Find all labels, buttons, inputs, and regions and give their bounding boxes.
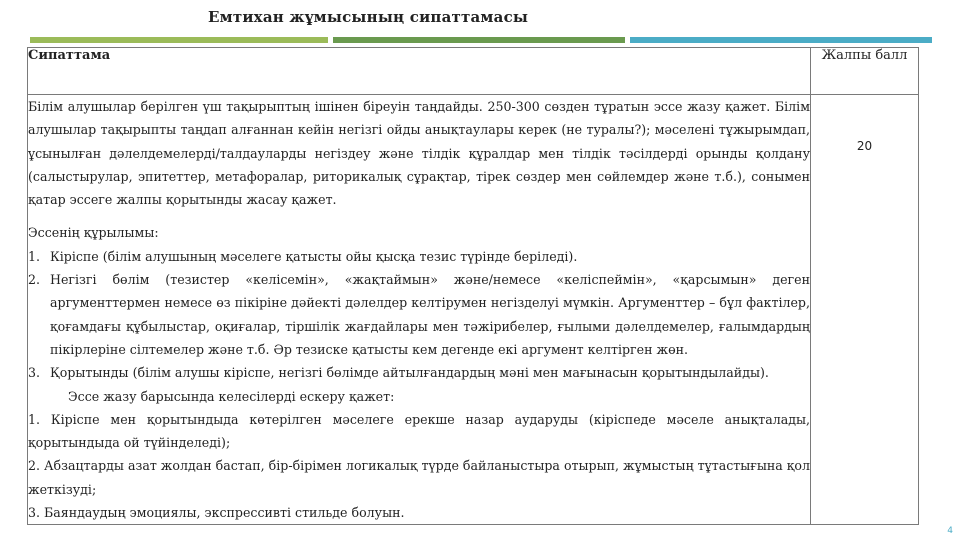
score-cell — [811, 95, 919, 525]
note-item: 3. Баяндаудың эмоциялы, экспрессивті стильде болуын. — [28, 505, 405, 521]
score-value: 20 — [856, 139, 873, 153]
structure-list — [28, 245, 810, 385]
list-item: 3. Қорытынды (білім алушы кіріспе, негізгі бөлімде айтылғандардың мәні мен мағынасын қорытындылайды). — [28, 365, 769, 381]
accent-bar-green — [30, 37, 328, 43]
table-body-row — [28, 95, 919, 525]
structure-heading: Эссенің құрылымы: — [28, 225, 159, 241]
list-item: 1. Кіріспе (білім алушының мәселеге қатысты ойы қысқа тезис түрінде беріледі). — [28, 248, 578, 264]
note-item: 1. Кіріспе мен қорытындыда көтерілген мәселеге ерекше назар аударуды (кіріспеде мәселе анықталады, қорытындыда ой түйінделеді); — [28, 411, 810, 451]
accent-bar-dark-green — [333, 37, 625, 43]
header-description: Сипаттама — [28, 48, 811, 95]
description-table — [27, 47, 919, 525]
slide-title: Емтихан жұмысының сипаттамасы — [208, 8, 529, 26]
table-header-row — [28, 48, 919, 95]
header-total-score: Жалпы балл — [811, 48, 919, 95]
description-cell — [28, 95, 811, 525]
note-item: 2. Абзацтарды азат жолдан бастап, бір-бірімен логикалық түрде байланыстыра отырып, жұмыстың тұтастығына қол жеткізуді; — [28, 458, 810, 497]
list-item: 2. Негізгі бөлім (тезистер «келісемін», «жақтаймын» және/немесе «келіспеймін», «қарсымын» деген аргументтермен немесе өз пікіріне дәйекті дәлелдер келтірумен негізделуі мүмкін. Аргументтер – бұл фактілер, қоғамдағы құбылыстар, оқиғалар, тіршілік жағдайлары мен тәжірибелер, ғылыми дәлелдемелер, ғалымдардың пікірлеріне сілтемелер және т.б. Әр тезиске қатысты кем дегенде екі аргумент келтірген жөн. — [28, 272, 810, 357]
intro-paragraph: Білім алушылар берілген үш тақырыптың ішінен біреуін таңдайды. 250-300 сөзден тұратын эссе жазу қажет. Білім алушылар тақырыпты таңдап алғаннан кейін негізгі ойды анықтаулары керек (не туралы?); мәселені тұжырымдап, ұсынылған дәлелдемелерді/талдауларды негіздеу және тілдік құралдар мен тілдік тәсілдерді орынды қолдану (салыстырулар, эпитеттер, метафоралар, риторикалық сұрақтар, тірек сөздер мен сөйлемдер және т.б.), сонымен қатар эссеге жалпы қорытынды жасау қажет. — [28, 99, 810, 208]
page-number: 4 — [947, 526, 953, 536]
notes-heading: Эссе жазу барысында келесілерді ескеру қажет: — [68, 388, 395, 404]
accent-bar-teal — [630, 37, 932, 43]
